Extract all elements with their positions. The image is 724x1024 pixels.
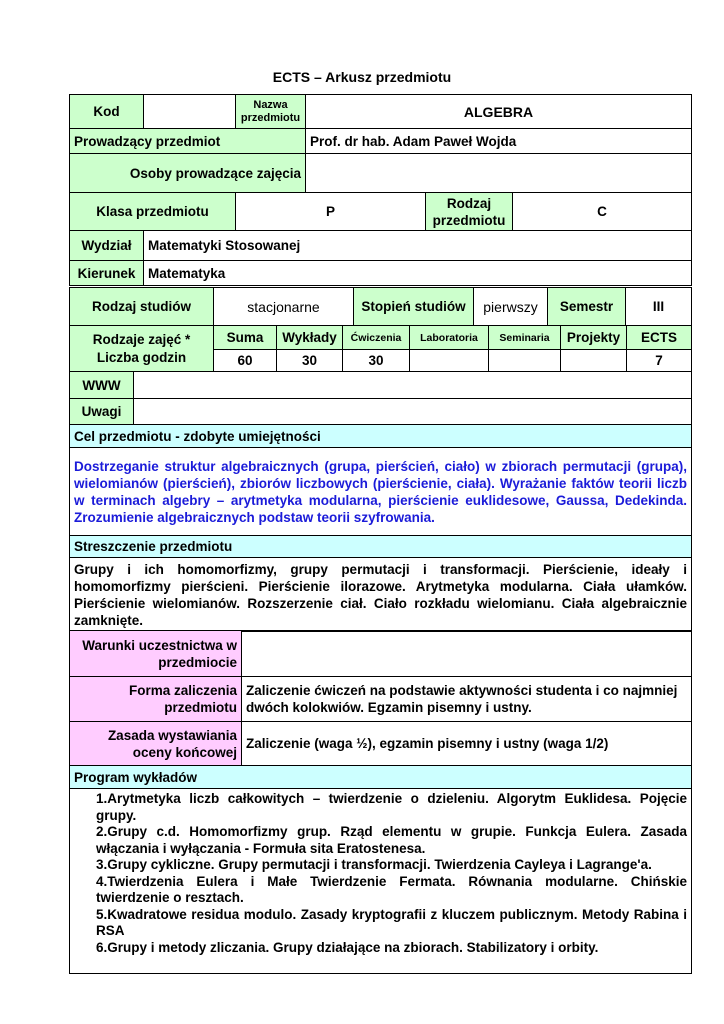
participation-value xyxy=(242,631,692,677)
coordinator-value: Prof. dr hab. Adam Paweł Wojda xyxy=(306,129,692,154)
lectures-table xyxy=(69,765,692,974)
hours-value-seminars xyxy=(489,350,561,372)
hours-kinds-label: Rodzaje zajęć * xyxy=(92,331,191,347)
type-label: Rodzaj przedmiotu xyxy=(426,193,513,231)
major-label: Kierunek xyxy=(70,261,144,286)
goal-heading: Cel przedmiotu - zdobyte umiejętności xyxy=(70,425,692,448)
class-label: Klasa przedmiotu xyxy=(70,193,236,231)
hours-value-labs xyxy=(410,350,489,372)
faculty-label: Wydział xyxy=(70,231,144,261)
list-item: 2.Grupy c.d. Homomorfizmy grup. Rząd elementu w grupie. Funkcja Eulera. Zasada włączania i wyłączania - Formuła sita Eratostenesa. xyxy=(96,824,687,856)
faculty-value: Matematyki Stosowanej xyxy=(144,231,692,261)
notes-value xyxy=(134,399,692,425)
degree-label: Stopień studiów xyxy=(354,288,474,326)
participation-label: Warunki uczestnictwa w przedmiocie xyxy=(70,631,242,677)
hours-count-label: Liczba godzin xyxy=(96,349,187,365)
list-item: 1.Arytmetyka liczb całkowitych – twierdzenie o dzieleniu. Algorytm Euklidesa. Pojęcie grupy. xyxy=(96,791,687,823)
study-type-value: stacjonarne xyxy=(214,288,354,326)
hours-value-sum: 60 xyxy=(214,350,277,372)
list-item: 4.Twierdzenia Eulera i Małe Twierdzenie Fermata. Równania modularne. Chińskie twierdzenie o resztach. xyxy=(96,873,687,905)
notes-label: Uwagi xyxy=(70,399,134,425)
teachers-label: Osoby prowadzące zajęcia xyxy=(70,154,306,193)
list-item: 6.Grupy i metody zliczania. Grupy działające na zbiorach. Stabilizatory i orbity. xyxy=(96,939,599,955)
code-value xyxy=(144,95,236,129)
major-value: Matematyka xyxy=(144,261,692,286)
hours-header-sum: Suma xyxy=(214,326,277,350)
semester-value: III xyxy=(626,288,692,326)
conditions-table xyxy=(69,630,692,766)
hours-value-lectures: 30 xyxy=(277,350,343,372)
credit-form-value: Zaliczenie ćwiczeń na podstawie aktywności studenta i co najmniej dwóch kolokwiów. Egzamin pisemny i ustny. xyxy=(242,677,692,722)
hours-value-ects: 7 xyxy=(627,350,692,372)
hours-value-projects xyxy=(561,350,627,372)
study-type-table xyxy=(69,287,692,326)
degree-value: pierwszy xyxy=(474,288,548,326)
lectures-heading: Program wykładów xyxy=(70,766,692,789)
list-item: 3.Grupy cykliczne. Grupy permutacji i transformacji. Twierdzenia Cayleya i Lagrange'a. xyxy=(96,857,652,872)
lectures-list xyxy=(70,789,692,974)
hours-header-seminars: Seminaria xyxy=(489,326,561,350)
www-value[interactable] xyxy=(134,372,692,399)
name-label: Nazwa przedmiotu xyxy=(236,95,306,129)
grading-value: Zaliczenie (waga ½), egzamin pisemny i ustny (waga 1/2) xyxy=(242,722,692,766)
study-type-label: Rodzaj studiów xyxy=(70,288,214,326)
semester-label: Semestr xyxy=(548,288,626,326)
type-value: C xyxy=(513,193,692,231)
grading-label: Zasada wystawiania oceny końcowej xyxy=(70,722,242,766)
credit-form-label: Forma zaliczenia przedmiotu xyxy=(70,677,242,722)
teachers-value xyxy=(306,154,692,193)
summary-text: Grupy i ich homomorfizmy, grupy permutacji i transformacji. Pierścienie, ideały i homomorfizmy pierścieni. Pierścienie ilorazowe. Arytmetyka modularna. Ciała ułamków. Pierścienie wielomianów. Rozszerzenie ciał. Ciało rozkładu wielomianu. Ciała algebraicznie zamknięte. xyxy=(70,558,692,632)
description-table xyxy=(69,371,692,632)
page-title: ECTS – Arkusz przedmiotu xyxy=(272,69,452,85)
hours-header-exercises: Ćwiczenia xyxy=(343,326,410,350)
hours-header-lectures: Wykłady xyxy=(277,326,343,350)
www-label: WWW xyxy=(70,372,134,399)
list-item: 5.Kwadratowe residua modulo. Zasady kryptografii z kluczem publicznym. Metody Rabina i RSA xyxy=(96,906,687,938)
hours-row-label xyxy=(70,326,214,372)
goal-text: Dostrzeganie struktur algebraicznych (grupa, pierścień, ciało) w zbiorach permutacji (grupa), wielomianów (pierścień), zbiorów liczbowych (pierścienie, ciała). Wyrażanie faktów teorii liczb w terminach algebry – arytmetyka modularna, pierścienie euklidesowe, Gaussa, Dedekinda. Zrozumienie algebraicznych podstaw teorii szyfrowania. xyxy=(70,448,692,536)
hours-value-exercises: 30 xyxy=(343,350,410,372)
class-value: P xyxy=(236,193,426,231)
hours-header-projects: Projekty xyxy=(561,326,627,350)
hours-header-labs: Laboratoria xyxy=(410,326,489,350)
course-info-table xyxy=(69,94,692,286)
hours-table xyxy=(69,325,692,372)
name-value: ALGEBRA xyxy=(306,95,692,129)
coordinator-label: Prowadzący przedmiot xyxy=(70,129,306,154)
hours-header-ects: ECTS xyxy=(627,326,692,350)
summary-heading: Streszczenie przedmiotu xyxy=(70,536,692,558)
code-label: Kod xyxy=(70,95,144,129)
